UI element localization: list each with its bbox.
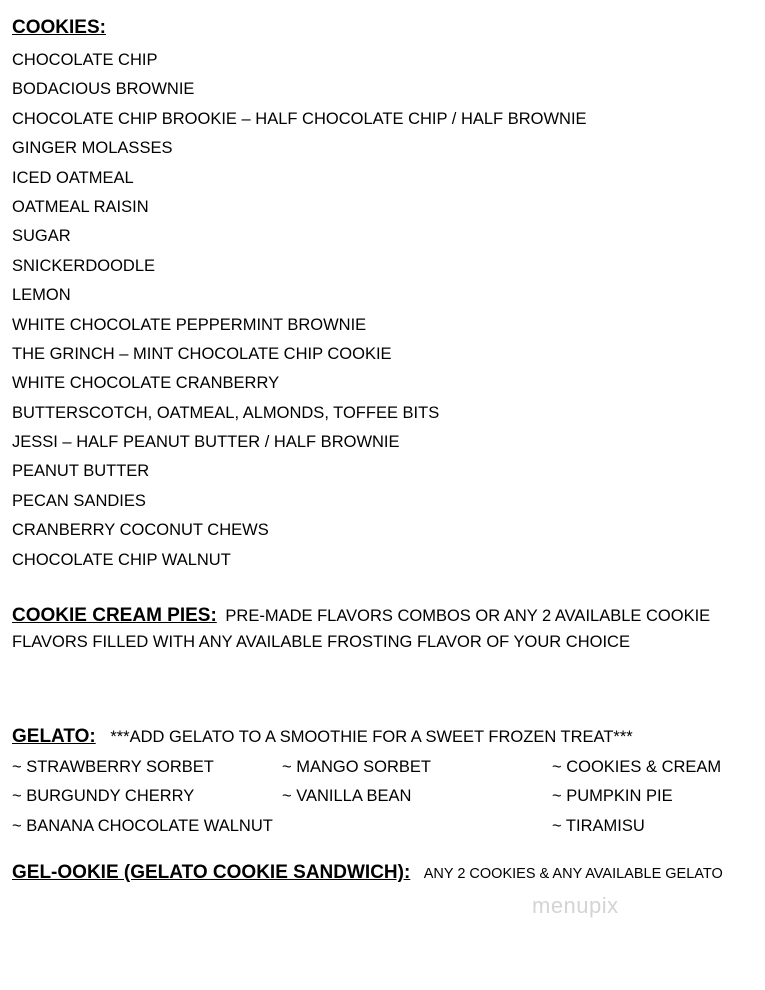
cookie-item: CHOCOLATE CHIP [12,51,158,69]
gelookie-heading: GEL-OOKIE (GELATO COOKIE SANDWICH): [12,862,411,883]
cookie-item: WHITE CHOCOLATE PEPPERMINT BROWNIE [12,315,367,334]
cookie-cream-pies-heading: COOKIE CREAM PIES: [12,605,217,626]
cookie-item: BUTTERSCOTCH, OATMEAL, ALMONDS, TOFFEE BITS [12,403,440,422]
cookie-item: LEMON [12,286,71,305]
cookie-item: BODACIOUS BROWNIE [12,80,195,99]
cookie-item: JESSI – HALF PEANUT BUTTER / HALF BROWNIE [12,433,400,452]
gelookie-description: ANY 2 COOKIES & ANY AVAILABLE GELATO [423,866,723,882]
cookie-item: GINGER MOLASSES [12,139,173,158]
gelato-flavor: ~ BANANA CHOCOLATE WALNUT [12,816,273,835]
cookie-item: CHOCOLATE CHIP BROOKIE – HALF CHOCOLATE CHIP / HALF BROWNIE [12,109,587,128]
cookie-cream-pies-section [12,603,752,655]
cookie-item: PECAN SANDIES [12,491,146,510]
gelato-flavor: ~ MANGO SORBET [282,758,431,776]
gelato-flavor: ~ STRAWBERRY SORBET [12,758,214,776]
gelato-flavor: ~ BURGUNDY CHERRY [12,787,195,806]
watermark: menupix [532,893,619,918]
gelato-flavor: ~ VANILLA BEAN [282,787,412,806]
cookie-item: SNICKERDOODLE [12,256,156,275]
gelato-column-3 [552,753,721,841]
cookie-cream-pies-description: PRE-MADE FLAVORS COMBOS OR ANY 2 AVAILABLE COOKIE FLAVORS FILLED WITH ANY AVAILABLE FROSTING FLAVOR OF YOUR CHOICE [12,607,711,651]
cookie-item: THE GRINCH – MINT CHOCOLATE CHIP COOKIE [12,344,392,363]
cookie-item: WHITE CHOCOLATE CRANBERRY [12,374,280,393]
gelato-heading: GELATO: [12,726,96,747]
gelato-note: ***ADD GELATO TO A SMOOTHIE FOR A SWEET FROZEN TREAT*** [110,728,633,746]
gelato-flavor: ~ PUMPKIN PIE [552,787,673,806]
gelato-column-2 [282,753,431,812]
gelato-column-1 [12,753,273,841]
cookie-item: OATMEAL RAISIN [12,197,149,216]
cookie-list [12,46,587,575]
gelato-flavor: ~ COOKIES & CREAM [552,758,722,776]
cookies-heading: COOKIES: [12,17,106,38]
cookie-item: CRANBERRY COCONUT CHEWS [12,521,269,540]
cookie-item: PEANUT BUTTER [12,462,150,481]
cookie-item: ICED OATMEAL [12,168,134,187]
gelato-section-header [12,724,633,750]
cookie-item: SUGAR [12,227,71,246]
gelato-flavor: ~ TIRAMISU [552,816,645,835]
gelookie-section [12,860,723,887]
cookie-item: CHOCOLATE CHIP WALNUT [12,550,231,569]
